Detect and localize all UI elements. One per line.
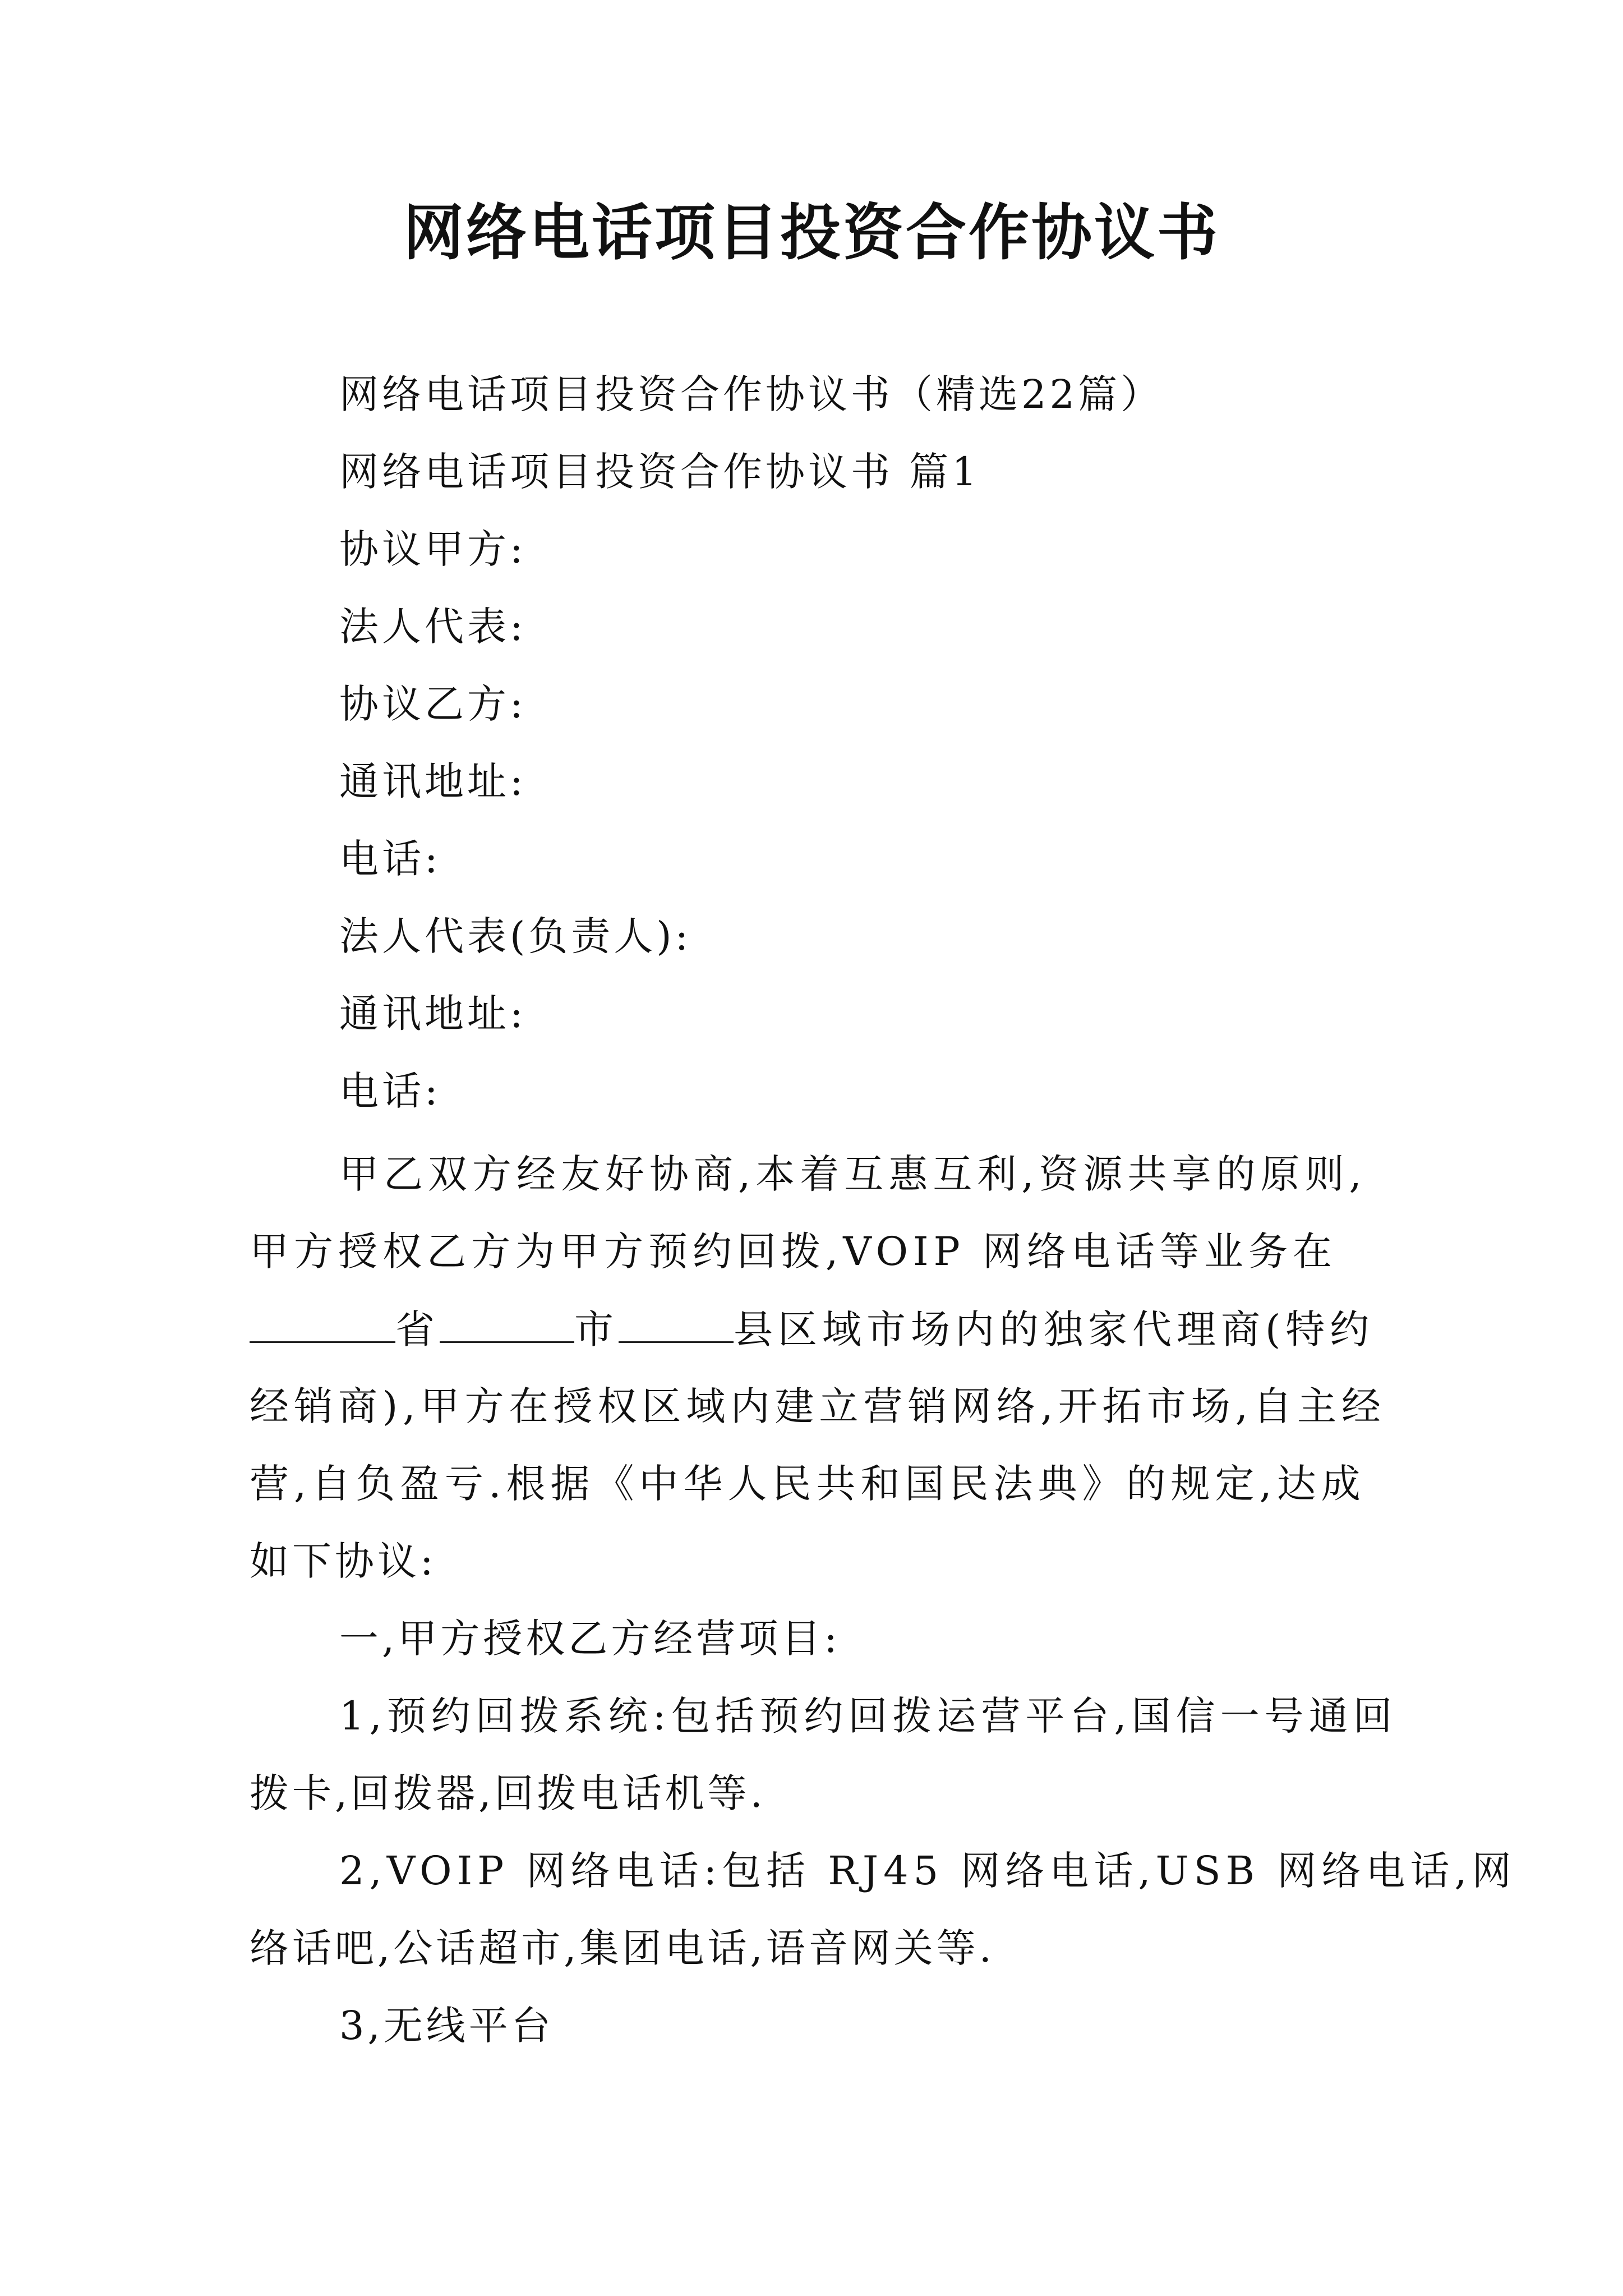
list-item-line: 拨卡,回拨器,回拨电话机等. [250,1770,766,1816]
list-item-line: 1,预约回拨系统:包括预约回拨运营平台,国信一号通回 [339,1693,1398,1739]
address-label: 通讯地址: [339,758,527,804]
city-word: 市 [574,1306,619,1352]
county-blank [619,1302,734,1343]
phone-label-second: 电话: [339,1068,441,1114]
paragraph-line: 如下协议: [250,1538,437,1584]
paragraph-line: 甲乙双方经友好协商,本着互惠互利,资源共享的原则, [339,1151,1367,1197]
legal-rep-responsible-label: 法人代表(负责人): [339,913,692,959]
party-b-label: 协议乙方: [339,681,527,727]
list-item-line: 络话吧,公话超市,集团电话,语音网关等. [250,1925,995,1971]
document-title: 网络电话项目投资合作协议书 [403,197,1220,268]
list-item-line: 2,VOIP 网络电话:包括 RJ45 网络电话,USB 网络电话,网 [339,1848,1516,1894]
phone-label: 电话: [339,836,441,882]
section-heading: 一,甲方授权乙方经营项目: [339,1616,841,1662]
chapter-heading: 网络电话项目投资合作协议书 篇1 [339,449,980,495]
province-blank [250,1302,395,1343]
paragraph-line: 营,自负盈亏.根据《中华人民共和国民法典》的规定,达成 [250,1461,1366,1507]
address-label-second: 通讯地址: [339,991,527,1037]
list-item-line: 3,无线平台 [339,2003,554,2049]
paragraph-line: 甲方授权乙方为甲方预约回拨,VOIP 网络电话等业务在 [250,1228,1337,1274]
paragraph-line: 经销商),甲方在授权区域内建立营销网络,开拓市场,自主经 [250,1383,1386,1429]
party-a-label: 协议甲方: [339,526,527,572]
document-subtitle: 网络电话项目投资合作协议书（精选22篇） [339,371,1164,417]
city-blank [440,1302,574,1343]
paragraph-line-with-blanks [250,1302,1374,1356]
province-word: 省 [395,1306,440,1352]
paragraph-line-rest: 县区域市场内的独家代理商(特约 [734,1306,1375,1352]
legal-rep-label: 法人代表: [339,604,527,650]
